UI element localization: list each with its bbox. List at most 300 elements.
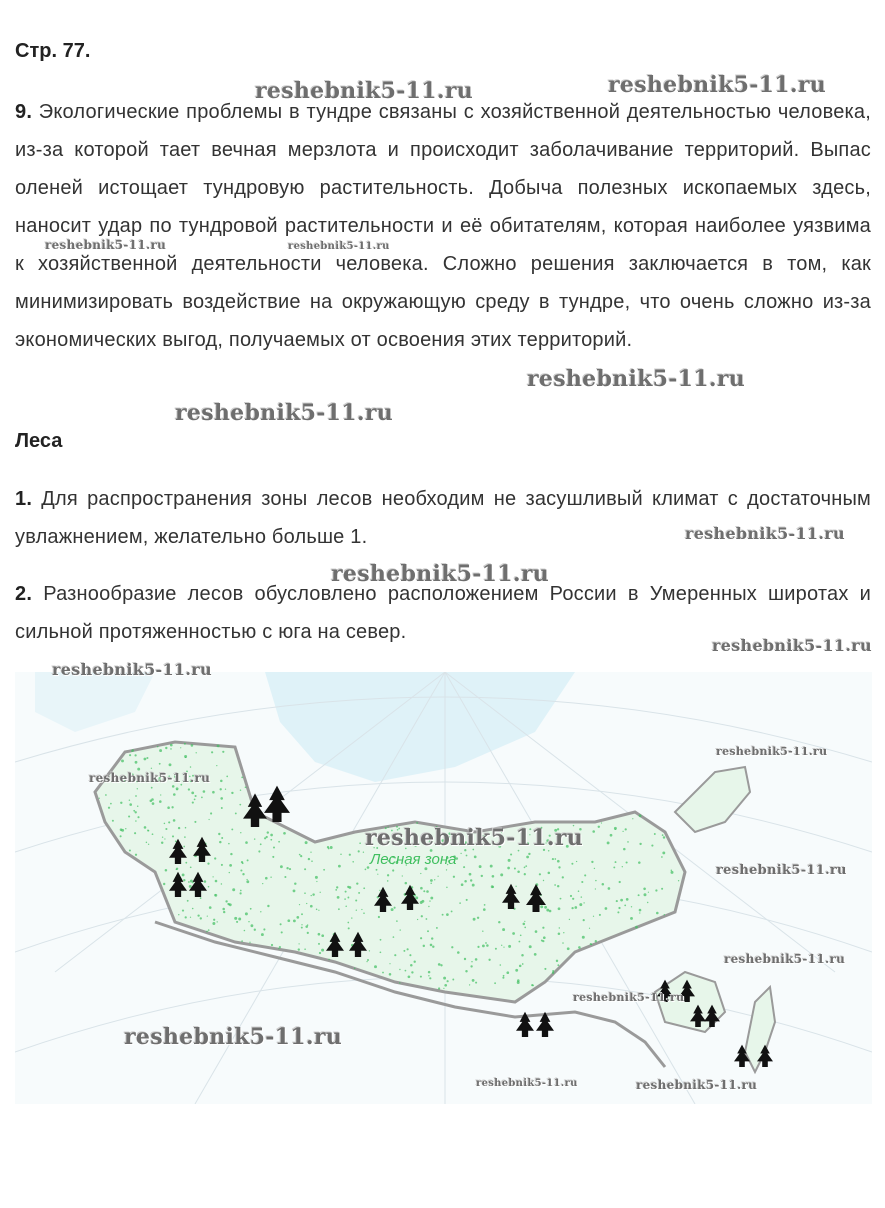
vegetation-dot bbox=[599, 914, 601, 916]
vegetation-dot bbox=[595, 940, 597, 942]
vegetation-dot bbox=[578, 946, 581, 949]
vegetation-dot bbox=[647, 902, 648, 903]
vegetation-dot bbox=[528, 853, 530, 855]
vegetation-dot bbox=[128, 815, 130, 817]
vegetation-dot bbox=[558, 866, 560, 868]
vegetation-dot bbox=[192, 908, 194, 910]
vegetation-dot bbox=[631, 906, 632, 907]
vegetation-dot bbox=[367, 959, 369, 961]
vegetation-dot bbox=[240, 789, 241, 790]
vegetation-dot bbox=[213, 919, 215, 921]
vegetation-dot bbox=[529, 945, 532, 948]
vegetation-dot bbox=[270, 839, 272, 841]
vegetation-dot bbox=[434, 879, 435, 880]
vegetation-dot bbox=[315, 876, 318, 879]
vegetation-dot bbox=[428, 906, 429, 907]
vegetation-dot bbox=[300, 855, 302, 857]
vegetation-dot bbox=[632, 818, 633, 819]
vegetation-dot bbox=[656, 912, 659, 915]
vegetation-dot bbox=[228, 843, 230, 845]
vegetation-dot bbox=[438, 987, 440, 989]
vegetation-dot bbox=[159, 749, 162, 752]
vegetation-dot bbox=[475, 982, 477, 984]
watermark: reshebnik5-11.ru bbox=[288, 241, 390, 252]
vegetation-dot bbox=[502, 928, 505, 931]
vegetation-dot bbox=[185, 862, 187, 864]
vegetation-dot bbox=[437, 876, 438, 877]
vegetation-dot bbox=[258, 850, 260, 852]
vegetation-dot bbox=[626, 898, 629, 901]
vegetation-dot bbox=[197, 914, 199, 916]
vegetation-dot bbox=[593, 916, 594, 917]
vegetation-dot bbox=[421, 915, 423, 917]
vegetation-dot bbox=[608, 887, 611, 890]
vegetation-dot bbox=[410, 964, 413, 967]
vegetation-dot bbox=[508, 945, 511, 948]
vegetation-dot bbox=[625, 828, 627, 830]
vegetation-dot bbox=[426, 890, 429, 893]
vegetation-dot bbox=[416, 822, 418, 824]
vegetation-dot bbox=[526, 856, 529, 859]
vegetation-dot bbox=[229, 864, 232, 867]
vegetation-dot bbox=[638, 894, 640, 896]
vegetation-dot bbox=[172, 835, 174, 837]
vegetation-dot bbox=[524, 927, 526, 929]
vegetation-dot bbox=[120, 835, 122, 837]
vegetation-dot bbox=[207, 916, 208, 917]
vegetation-dot bbox=[110, 803, 112, 805]
vegetation-dot bbox=[191, 792, 194, 795]
vegetation-dot bbox=[427, 930, 429, 932]
vegetation-dot bbox=[265, 877, 268, 880]
vegetation-dot bbox=[574, 906, 577, 909]
vegetation-dot bbox=[169, 763, 172, 766]
vegetation-dot bbox=[159, 763, 161, 765]
vegetation-dot bbox=[165, 828, 167, 830]
vegetation-dot bbox=[409, 954, 411, 956]
vegetation-dot bbox=[238, 918, 241, 921]
vegetation-dot bbox=[387, 874, 389, 876]
vegetation-dot bbox=[446, 913, 449, 916]
vegetation-dot bbox=[347, 897, 349, 899]
vegetation-dot bbox=[135, 761, 138, 764]
vegetation-dot bbox=[242, 873, 244, 875]
vegetation-dot bbox=[671, 871, 674, 874]
vegetation-dot bbox=[543, 936, 546, 939]
vegetation-dot bbox=[214, 857, 216, 859]
vegetation-dot bbox=[389, 973, 392, 976]
vegetation-dot bbox=[188, 881, 190, 883]
vegetation-dot bbox=[446, 887, 447, 888]
vegetation-dot bbox=[614, 827, 617, 830]
vegetation-dot bbox=[463, 866, 465, 868]
watermark: reshebnik5-11.ru bbox=[331, 561, 550, 587]
vegetation-dot bbox=[617, 911, 619, 913]
vegetation-dot bbox=[195, 795, 197, 797]
vegetation-dot bbox=[235, 812, 237, 814]
vegetation-dot bbox=[263, 928, 265, 930]
vegetation-dot bbox=[531, 984, 533, 986]
vegetation-dot bbox=[203, 790, 206, 793]
vegetation-dot bbox=[391, 908, 394, 911]
vegetation-dot bbox=[345, 906, 347, 908]
vegetation-dot bbox=[363, 887, 365, 889]
watermark: reshebnik5-11.ru bbox=[716, 745, 828, 758]
vegetation-dot bbox=[507, 867, 510, 870]
vegetation-dot bbox=[172, 785, 175, 788]
vegetation-dot bbox=[301, 924, 302, 925]
vegetation-dot bbox=[654, 833, 656, 835]
vegetation-dot bbox=[544, 968, 546, 970]
vegetation-dot bbox=[582, 936, 585, 939]
vegetation-dot bbox=[135, 854, 137, 856]
vegetation-dot bbox=[358, 850, 360, 852]
vegetation-dot bbox=[210, 812, 212, 814]
vegetation-dot bbox=[591, 861, 593, 863]
task-9-number: 9. bbox=[15, 101, 33, 123]
vegetation-dot bbox=[393, 936, 395, 938]
vegetation-dot bbox=[562, 876, 564, 878]
vegetation-dot bbox=[363, 912, 365, 914]
vegetation-dot bbox=[112, 820, 114, 822]
vegetation-dot bbox=[189, 885, 192, 888]
vegetation-dot bbox=[492, 886, 494, 888]
vegetation-dot bbox=[305, 841, 308, 844]
vegetation-dot bbox=[146, 757, 148, 759]
vegetation-dot bbox=[643, 888, 646, 891]
vegetation-dot bbox=[260, 843, 262, 845]
vegetation-dot bbox=[431, 937, 433, 939]
vegetation-dot bbox=[293, 919, 296, 922]
vegetation-dot bbox=[472, 884, 475, 887]
vegetation-dot bbox=[132, 749, 135, 752]
vegetation-dot bbox=[663, 836, 665, 838]
vegetation-dot bbox=[311, 895, 312, 896]
vegetation-dot bbox=[602, 883, 605, 886]
vegetation-dot bbox=[558, 907, 561, 910]
vegetation-dot bbox=[374, 965, 377, 968]
vegetation-dot bbox=[99, 798, 100, 799]
vegetation-dot bbox=[223, 911, 225, 913]
vegetation-dot bbox=[635, 926, 638, 929]
vegetation-dot bbox=[601, 822, 602, 823]
vegetation-dot bbox=[524, 921, 525, 922]
vegetation-dot bbox=[208, 929, 210, 931]
vegetation-dot bbox=[423, 890, 425, 892]
vegetation-dot bbox=[191, 744, 194, 747]
vegetation-dot bbox=[152, 802, 155, 805]
vegetation-dot bbox=[212, 922, 215, 925]
vegetation-dot bbox=[245, 912, 248, 915]
watermark: reshebnik5-11.ru bbox=[89, 771, 211, 785]
vegetation-dot bbox=[183, 846, 185, 848]
vegetation-dot bbox=[482, 944, 485, 947]
vegetation-dot bbox=[105, 794, 107, 796]
vegetation-dot bbox=[618, 907, 620, 909]
vegetation-dot bbox=[226, 776, 228, 778]
watermark: reshebnik5-11.ru bbox=[724, 952, 846, 966]
vegetation-dot bbox=[470, 965, 472, 967]
vegetation-dot bbox=[316, 881, 317, 882]
vegetation-dot bbox=[185, 827, 187, 829]
vegetation-dot bbox=[144, 758, 147, 761]
vegetation-dot bbox=[428, 975, 429, 976]
vegetation-dot bbox=[394, 954, 396, 956]
vegetation-dot bbox=[190, 880, 193, 883]
vegetation-dot bbox=[515, 886, 516, 887]
watermark: reshebnik5-11.ru bbox=[175, 400, 394, 426]
task-2-text: Разнообразие лесов обусловлено расположением России в Умеренных широтах и сильной протяженностью с юга на север. bbox=[15, 583, 871, 643]
vegetation-dot bbox=[562, 942, 564, 944]
vegetation-dot bbox=[167, 806, 170, 809]
vegetation-dot bbox=[354, 968, 356, 970]
vegetation-dot bbox=[278, 948, 279, 949]
vegetation-dot bbox=[411, 971, 413, 973]
vegetation-dot bbox=[241, 861, 243, 863]
vegetation-dot bbox=[503, 946, 504, 947]
vegetation-dot bbox=[304, 868, 306, 870]
vegetation-dot bbox=[544, 906, 547, 909]
vegetation-dot bbox=[495, 948, 497, 950]
vegetation-dot bbox=[598, 826, 600, 828]
vegetation-dot bbox=[382, 972, 384, 974]
vegetation-dot bbox=[515, 969, 518, 972]
vegetation-dot bbox=[168, 821, 170, 823]
vegetation-dot bbox=[270, 834, 273, 837]
vegetation-dot bbox=[137, 816, 139, 818]
vegetation-dot bbox=[248, 921, 249, 922]
vegetation-dot bbox=[520, 934, 522, 936]
vegetation-dot bbox=[447, 980, 449, 982]
vegetation-dot bbox=[560, 898, 562, 900]
vegetation-dot bbox=[311, 860, 313, 862]
vegetation-dot bbox=[188, 788, 190, 790]
vegetation-dot bbox=[328, 848, 330, 850]
vegetation-dot bbox=[241, 777, 243, 779]
vegetation-dot bbox=[570, 895, 572, 897]
vegetation-dot bbox=[170, 744, 173, 747]
vegetation-dot bbox=[164, 838, 165, 839]
vegetation-dot bbox=[335, 889, 337, 891]
watermark: reshebnik5-11.ru bbox=[52, 660, 212, 679]
vegetation-dot bbox=[594, 868, 595, 869]
vegetation-dot bbox=[429, 900, 430, 901]
vegetation-dot bbox=[369, 950, 370, 951]
vegetation-dot bbox=[464, 880, 467, 883]
vegetation-dot bbox=[182, 873, 185, 876]
vegetation-dot bbox=[486, 944, 489, 947]
vegetation-dot bbox=[148, 844, 149, 845]
vegetation-dot bbox=[338, 908, 340, 910]
vegetation-dot bbox=[655, 889, 657, 891]
vegetation-dot bbox=[316, 909, 318, 911]
vegetation-dot bbox=[296, 916, 299, 919]
vegetation-dot bbox=[221, 864, 223, 866]
section-title-forests: Леса bbox=[15, 430, 63, 452]
vegetation-dot bbox=[464, 958, 466, 960]
vegetation-dot bbox=[171, 806, 173, 808]
vegetation-dot bbox=[567, 947, 570, 950]
vegetation-dot bbox=[627, 841, 629, 843]
vegetation-dot bbox=[457, 951, 460, 954]
vegetation-dot bbox=[206, 931, 208, 933]
vegetation-dot bbox=[232, 888, 235, 891]
vegetation-dot bbox=[524, 873, 526, 875]
vegetation-dot bbox=[554, 858, 556, 860]
vegetation-dot bbox=[298, 948, 300, 950]
vegetation-dot bbox=[344, 898, 346, 900]
vegetation-dot bbox=[639, 909, 642, 912]
vegetation-dot bbox=[402, 875, 403, 876]
vegetation-dot bbox=[222, 751, 224, 753]
vegetation-dot bbox=[521, 954, 524, 957]
vegetation-dot bbox=[498, 921, 500, 923]
vegetation-dot bbox=[389, 963, 390, 964]
vegetation-dot bbox=[414, 961, 416, 963]
vegetation-dot bbox=[135, 795, 137, 797]
watermark: reshebnik5-11.ru bbox=[124, 1024, 343, 1050]
vegetation-dot bbox=[245, 841, 248, 844]
vegetation-dot bbox=[501, 945, 502, 946]
vegetation-dot bbox=[240, 869, 242, 871]
vegetation-dot bbox=[578, 890, 580, 892]
vegetation-dot bbox=[151, 787, 153, 789]
vegetation-dot bbox=[148, 830, 149, 831]
vegetation-dot bbox=[644, 893, 647, 896]
vegetation-dot bbox=[442, 914, 444, 916]
vegetation-dot bbox=[244, 930, 246, 932]
vegetation-dot bbox=[535, 930, 538, 933]
vegetation-dot bbox=[137, 806, 138, 807]
vegetation-dot bbox=[620, 899, 623, 902]
vegetation-dot bbox=[231, 792, 233, 794]
vegetation-dot bbox=[420, 887, 423, 890]
vegetation-dot bbox=[361, 909, 362, 910]
vegetation-dot bbox=[164, 823, 166, 825]
vegetation-dot bbox=[563, 932, 564, 933]
vegetation-dot bbox=[176, 869, 177, 870]
task-1-text: Для распространения зоны лесов необходим не засушливый климат с достаточным увлажнением, желательно больше 1. bbox=[15, 488, 871, 548]
vegetation-dot bbox=[525, 865, 527, 867]
vegetation-dot bbox=[162, 837, 163, 838]
vegetation-dot bbox=[524, 867, 526, 869]
vegetation-dot bbox=[639, 912, 640, 913]
vegetation-dot bbox=[523, 923, 526, 926]
vegetation-dot bbox=[336, 886, 338, 888]
vegetation-dot bbox=[227, 903, 228, 904]
vegetation-dot bbox=[488, 959, 490, 961]
vegetation-dot bbox=[475, 958, 478, 961]
vegetation-dot bbox=[240, 890, 242, 892]
vegetation-dot bbox=[135, 820, 137, 822]
vegetation-dot bbox=[304, 948, 306, 950]
vegetation-dot bbox=[546, 909, 549, 912]
vegetation-dot bbox=[595, 880, 596, 881]
vegetation-dot bbox=[319, 952, 321, 954]
vegetation-dot bbox=[430, 944, 433, 947]
vegetation-dot bbox=[161, 842, 163, 844]
vegetation-dot bbox=[377, 874, 378, 875]
vegetation-dot bbox=[405, 882, 408, 885]
vegetation-dot bbox=[616, 900, 618, 902]
vegetation-dot bbox=[221, 837, 223, 839]
vegetation-dot bbox=[201, 797, 203, 799]
vegetation-dot bbox=[432, 945, 434, 947]
vegetation-dot bbox=[212, 791, 215, 794]
vegetation-dot bbox=[440, 964, 442, 966]
vegetation-dot bbox=[405, 970, 407, 972]
vegetation-dot bbox=[420, 976, 422, 978]
vegetation-dot bbox=[133, 810, 135, 812]
vegetation-dot bbox=[220, 788, 222, 790]
task-1-number: 1. bbox=[15, 488, 33, 510]
vegetation-dot bbox=[522, 963, 524, 965]
vegetation-dot bbox=[338, 865, 341, 868]
vegetation-dot bbox=[192, 802, 194, 804]
vegetation-dot bbox=[420, 937, 422, 939]
vegetation-dot bbox=[307, 924, 308, 925]
vegetation-dot bbox=[236, 921, 238, 923]
vegetation-dot bbox=[499, 964, 501, 966]
vegetation-dot bbox=[378, 916, 380, 918]
vegetation-dot bbox=[589, 928, 590, 929]
vegetation-dot bbox=[605, 907, 608, 910]
vegetation-dot bbox=[284, 876, 286, 878]
vegetation-dot bbox=[572, 898, 574, 900]
vegetation-dot bbox=[664, 914, 665, 915]
vegetation-dot bbox=[218, 833, 220, 835]
vegetation-dot bbox=[534, 953, 537, 956]
vegetation-dot bbox=[254, 838, 255, 839]
vegetation-dot bbox=[222, 908, 225, 911]
vegetation-dot bbox=[472, 979, 475, 982]
vegetation-dot bbox=[355, 899, 357, 901]
task-9-paragraph bbox=[15, 93, 871, 359]
vegetation-dot bbox=[387, 880, 389, 882]
vegetation-dot bbox=[661, 888, 663, 890]
vegetation-dot bbox=[443, 988, 444, 989]
vegetation-dot bbox=[152, 833, 154, 835]
vegetation-dot bbox=[396, 920, 398, 922]
vegetation-dot bbox=[310, 852, 311, 853]
vegetation-dot bbox=[216, 765, 217, 766]
vegetation-dot bbox=[428, 971, 431, 974]
vegetation-dot bbox=[270, 876, 271, 877]
vegetation-dot bbox=[438, 963, 441, 966]
vegetation-dot bbox=[234, 917, 237, 920]
vegetation-dot bbox=[417, 919, 418, 920]
vegetation-dot bbox=[630, 917, 633, 920]
vegetation-dot bbox=[400, 929, 401, 930]
vegetation-dot bbox=[366, 961, 367, 962]
vegetation-dot bbox=[465, 970, 467, 972]
vegetation-dot bbox=[190, 917, 191, 918]
vegetation-dot bbox=[307, 932, 309, 934]
vegetation-dot bbox=[638, 861, 641, 864]
vegetation-dot bbox=[430, 879, 433, 882]
vegetation-dot bbox=[576, 861, 577, 862]
vegetation-dot bbox=[200, 897, 202, 899]
vegetation-dot bbox=[129, 803, 132, 806]
vegetation-dot bbox=[251, 924, 254, 927]
vegetation-dot bbox=[651, 845, 653, 847]
watermark: reshebnik5-11.ru bbox=[527, 366, 746, 392]
vegetation-dot bbox=[479, 865, 482, 868]
vegetation-dot bbox=[281, 931, 283, 933]
vegetation-dot bbox=[485, 942, 487, 944]
vegetation-dot bbox=[352, 861, 354, 863]
vegetation-dot bbox=[129, 849, 131, 851]
